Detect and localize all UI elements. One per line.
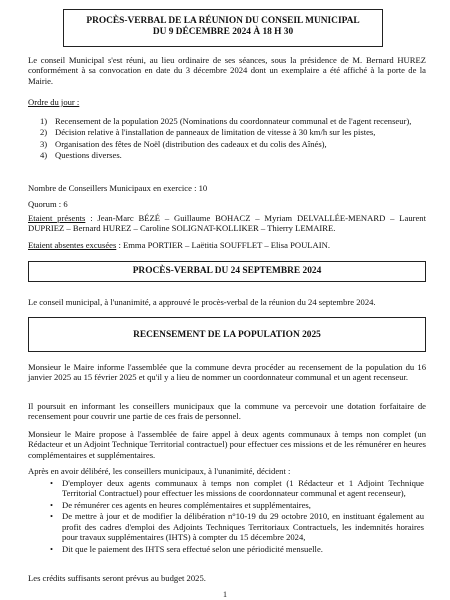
present-members bbox=[28, 213, 426, 234]
agenda-item: 3) Organisation des fêtes de Noël (distribution des cadeaux et du colis des Aînés), bbox=[40, 138, 327, 149]
agenda-item: 2) Décision relative à l'installation de panneaux de limitation de vitesse à 30 km/h sur les pistes, bbox=[40, 127, 376, 138]
section-pv-title: PROCÈS-VERBAL DU 24 SEPTEMBRE 2024 bbox=[28, 261, 426, 282]
document-title-line1: PROCÈS-VERBAL DE LA RÉUNION DU CONSEIL MUNICIPAL bbox=[86, 16, 360, 26]
present-names: : Jean-Marc BÉZÉ – Guillaume BOHACZ – Myriam DELVALLÉE-MENARD – Laurent DUPRIEZ – Bernard HUREZ – Caroline SOLIGNAT-KOLLIKER – Thierry LEMAIRE. bbox=[28, 213, 426, 234]
decision-item: • De rémunérer ces agents en heures complémentaires et supplémentaires, bbox=[62, 500, 424, 510]
decision-item: • Dit que le paiement des IHTS sera effectué selon une périodicité mensuelle. bbox=[62, 544, 424, 554]
decision-item: • De mettre à jour et de modifier la délibération n°10-19 du 29 octobre 2010, en instituant également au profit des cadres d'emploi des Adjoints Techniques Territoriaux Contractuels, les indemnités horaires pour travaux supplémentaires (IHTS) à compter du 15 décembre 2024, bbox=[62, 511, 424, 542]
pv-approval-text: Le conseil municipal, à l'unanimité, a approuvé le procès-verbal de la réunion du 24 septembre 2024. bbox=[28, 297, 376, 307]
census-paragraph-5: Les crédits suffisants seront prévus au budget 2025. bbox=[28, 573, 206, 583]
agenda-list bbox=[40, 116, 426, 162]
census-paragraph-4: Après en avoir délibéré, les conseillers municipaux, à l'unanimité, décident : bbox=[28, 466, 291, 476]
councillors-count: Nombre de Conseillers Municipaux en exercice : 10 bbox=[28, 183, 208, 193]
decision-item: • D'employer deux agents communaux à temps non complet (1 Rédacteur et 1 Adjoint Technique Territorial Contractuel) pour effectuer les missions de coordonnateur communal et agent recenseur), bbox=[62, 478, 424, 499]
census-paragraph-3: Monsieur le Maire propose à l'assemblée de faire appel à deux agents communaux à temps non complet (un Rédacteur et un Adjoint Technique Territorial contractuel) pour effectuer ces missions et de les rémunérer en heures complémentaires et supplémentaires. bbox=[28, 429, 426, 460]
absent-names: : Emma PORTIER – Laëtitia SOUFFLET – Elisa POULAIN. bbox=[116, 240, 330, 250]
present-label: Etaient présents bbox=[28, 213, 86, 223]
agenda-item: 1) Recensement de la population 2025 (Nominations du coordonnateur communal et de l'agent recenseur), bbox=[40, 116, 412, 126]
agenda-item: 4) Questions diverses. bbox=[40, 150, 122, 161]
census-paragraph-2: Il poursuit en informant les conseillers municipaux que la commune va percevoir une dotation forfaitaire de recensement pour couvrir une partie de ces frais de personnel. bbox=[28, 401, 426, 422]
census-paragraph-1: Monsieur le Maire informe l'assemblée que la commune devra procéder au recensement de la population du 16 janvier 2025 au 15 février 2025 et qu'il y a lieu de nommer un coordonnateur communal et un agent recenseur. bbox=[28, 362, 426, 383]
intro-paragraph: Le conseil Municipal s'est réuni, au lieu ordinaire de ses séances, sous la présidence de M. Bernard HUREZ conformément à sa convocation en date du 3 décembre 2024 dont un exemplaire a été affiché à la porte de la Mairie. bbox=[28, 55, 426, 86]
quorum: Quorum : 6 bbox=[28, 199, 68, 209]
agenda-title: Ordre du jour : bbox=[28, 97, 80, 107]
absent-members bbox=[28, 240, 426, 250]
document-title-line2: DU 9 DÉCEMBRE 2024 À 18 H 30 bbox=[152, 27, 294, 38]
page-number: 1 bbox=[223, 590, 227, 599]
absent-label: Etaient absentes excusées bbox=[28, 240, 117, 250]
section-census-title: RECENSEMENT DE LA POPULATION 2025 bbox=[28, 317, 426, 352]
document-title-box bbox=[63, 9, 383, 47]
decision-list bbox=[62, 478, 424, 555]
